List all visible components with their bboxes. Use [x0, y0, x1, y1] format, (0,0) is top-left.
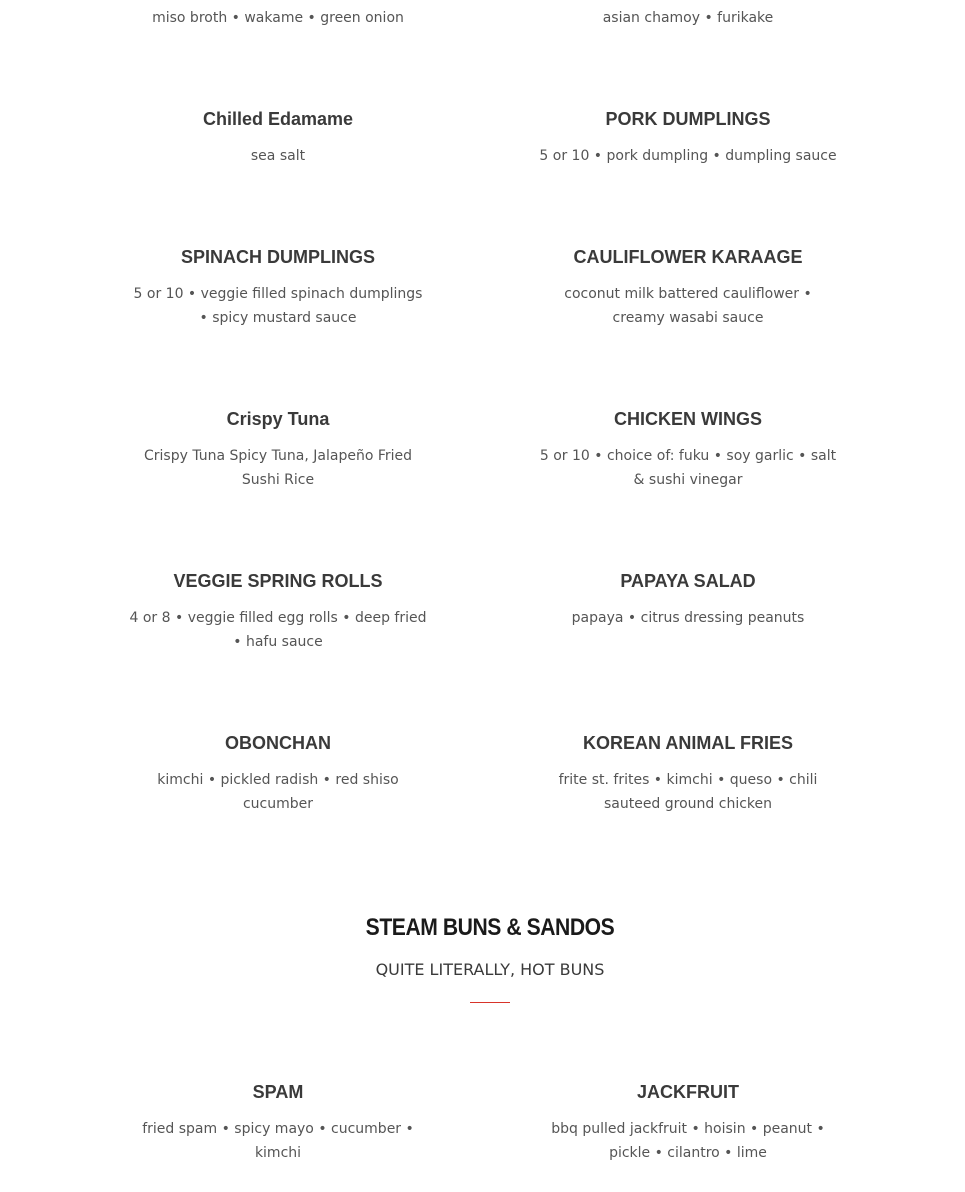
item-title: PORK DUMPLINGS	[605, 109, 771, 129]
item-title: KOREAN ANIMAL FRIES	[582, 733, 793, 753]
menu-item	[128, 408, 428, 492]
item-title: CHICKEN WINGS	[614, 409, 762, 429]
section-title: STEAM BUNS & SANDOS	[365, 914, 615, 941]
item-description: papaya • citrus dressing peanuts	[571, 610, 805, 626]
menu-item	[538, 732, 838, 816]
item-title: CAULIFLOWER KARAAGE	[573, 247, 803, 267]
item-description: 5 or 10 • pork dumpling • dumpling sauce	[539, 148, 837, 164]
item-description: fried spam • spicy mayo • cucumber • kimchi	[142, 1121, 414, 1161]
item-title: SPINACH DUMPLINGS	[180, 247, 375, 267]
item-description: bbq pulled jackfruit • hoisin • peanut • pickle • cilantro • lime	[551, 1121, 825, 1161]
item-title: Chilled Edamame	[202, 109, 354, 129]
menu-item	[538, 1081, 838, 1165]
item-description: asian chamoy • furikake	[602, 10, 774, 26]
menu-item	[128, 570, 428, 654]
menu-item	[128, 732, 428, 816]
item-title: VEGGIE SPRING ROLLS	[173, 571, 383, 591]
menu-item	[538, 570, 838, 630]
item-description: Crispy Tuna Spicy Tuna, Jalapeño Fried Sushi Rice	[143, 448, 413, 488]
item-title: OBONCHAN	[225, 733, 331, 753]
section-subtitle: QUITE LITERALLY, HOT BUNS	[375, 960, 605, 979]
item-description: miso broth • wakame • green onion	[152, 10, 404, 26]
menu-item	[128, 1081, 428, 1165]
item-title: JACKFRUIT	[637, 1082, 739, 1102]
menu-item	[538, 408, 838, 492]
menu-item	[128, 246, 428, 330]
item-description: 4 or 8 • veggie filled egg rolls • deep fried • hafu sauce	[129, 610, 427, 650]
item-title: SPAM	[252, 1082, 304, 1102]
item-description: sea salt	[250, 148, 306, 164]
menu-item-partial-right	[538, 0, 838, 30]
item-description: kimchi • pickled radish • red shiso cucumber	[157, 772, 399, 812]
menu-item	[128, 108, 428, 168]
item-title: Crispy Tuna	[226, 409, 330, 429]
item-description: 5 or 10 • veggie filled spinach dumplings • spicy mustard sauce	[133, 286, 423, 326]
section-divider	[470, 1002, 510, 1003]
item-title: PAPAYA SALAD	[620, 571, 756, 591]
menu-item	[538, 246, 838, 330]
item-description: coconut milk battered cauliflower • creamy wasabi sauce	[564, 286, 812, 326]
item-description: frite st. frites • kimchi • queso • chili sauteed ground chicken	[558, 772, 818, 812]
menu-item-partial-left	[128, 0, 428, 30]
menu-item	[538, 108, 838, 168]
item-description: 5 or 10 • choice of: fuku • soy garlic • salt & sushi vinegar	[539, 448, 837, 488]
section-header	[0, 914, 965, 980]
